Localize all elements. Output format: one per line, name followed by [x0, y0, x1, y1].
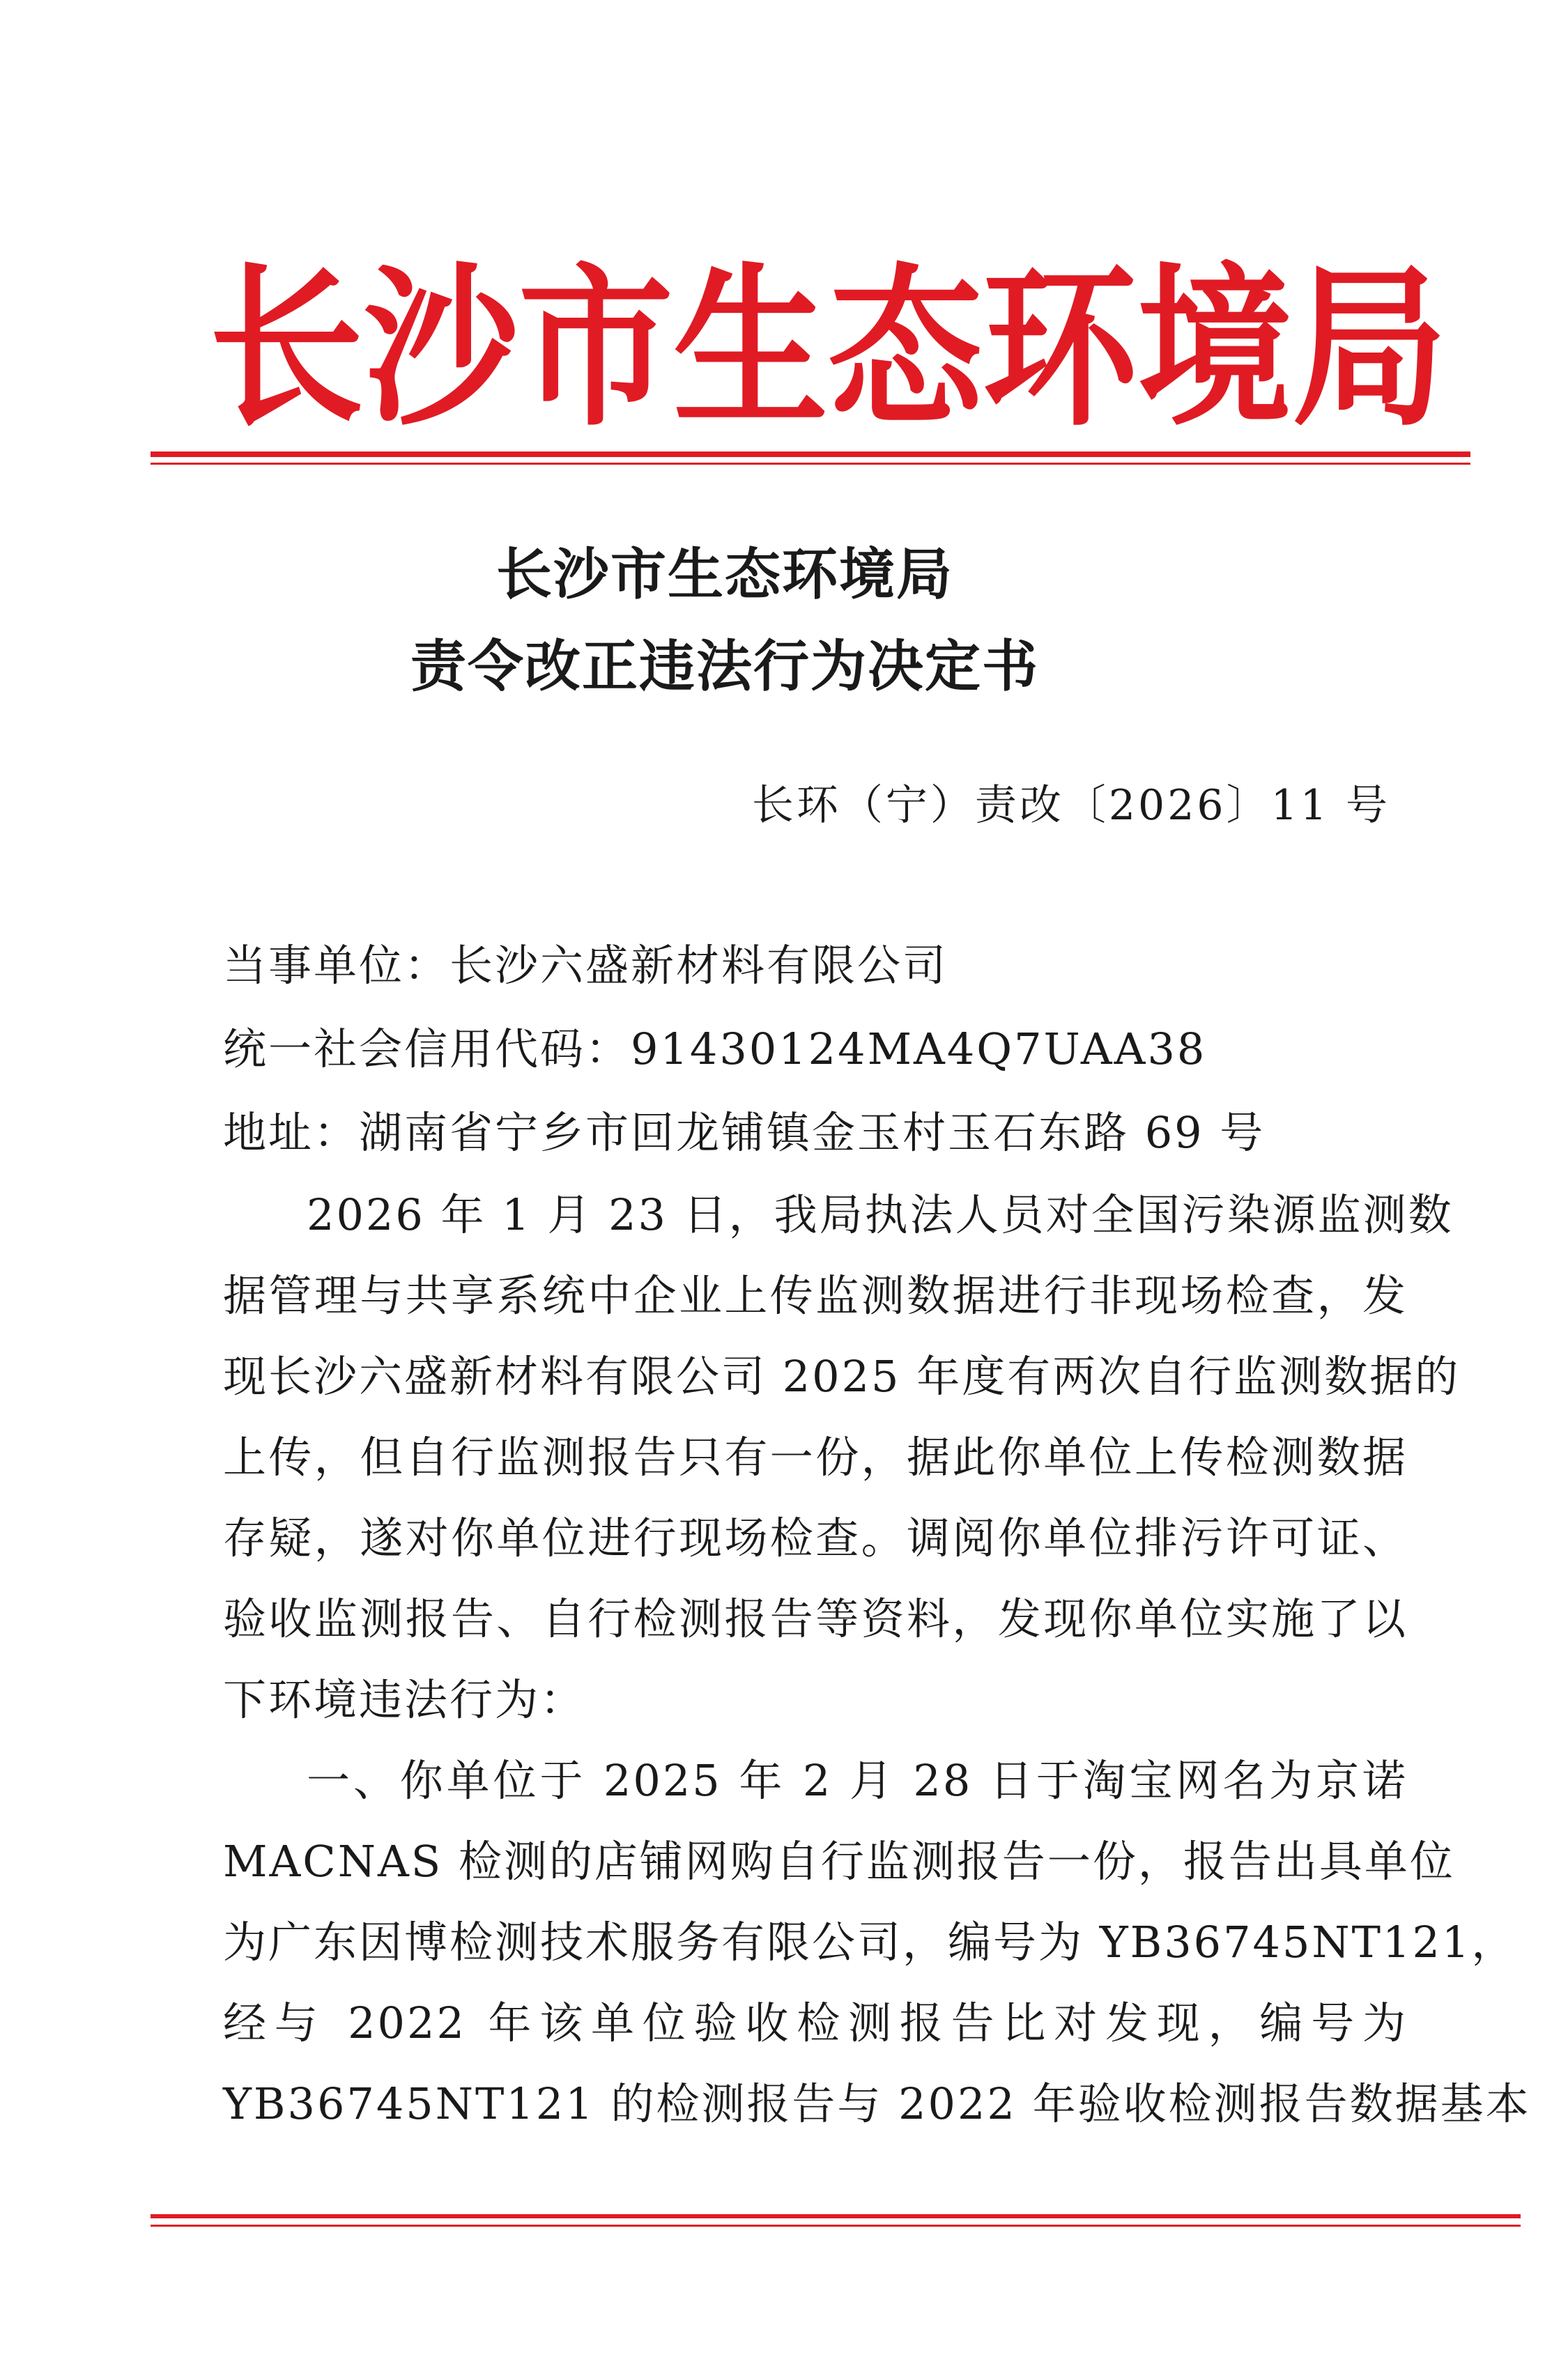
body-paragraph-line: 存疑，遂对你单位进行现场检查。调阅你单位排污许可证、	[223, 1513, 1408, 1563]
masthead-rule-thick	[151, 451, 1470, 457]
body-paragraph-line: 验收监测报告、自行检测报告等资料，发现你单位实施了以	[223, 1593, 1408, 1644]
document-title-line-2: 责令改正违法行为决定书	[410, 633, 1039, 699]
party-unit: 当事单位：长沙六盛新材料有限公司	[223, 940, 948, 991]
body-paragraph-line: MACNAS 检测的店铺网购自行监测报告一份，报告出具单位	[223, 1836, 1455, 1887]
document-number: 长环（宁）责改〔2026〕11 号	[751, 781, 1390, 830]
body-paragraph-line: 据管理与共享系统中企业上传监测数据进行非现场检查，发	[223, 1270, 1408, 1321]
body-paragraph-line: 现长沙六盛新材料有限公司 2025 年度有两次自行监测数据的	[223, 1351, 1461, 1402]
masthead-char: 环	[983, 247, 1137, 450]
body-paragraph-line: 一、你单位于 2025 年 2 月 28 日于淘宝网名为京诺	[307, 1755, 1408, 1806]
body-paragraph-line: 2026 年 1 月 23 日，我局执法人员对全国污染源监测数	[307, 1189, 1454, 1240]
body-paragraph-line: 经与 2022 年该单位验收检测报告比对发现，编号为	[223, 1998, 1408, 2048]
body-paragraph-line: 为广东因博检测技术服务有限公司，编号为 YB36745NT121，	[223, 1917, 1517, 1968]
document-title-line-1: 长沙市生态环境局	[496, 541, 953, 607]
body-paragraph-line: 下环境违法行为：	[223, 1674, 586, 1725]
body-paragraph-line: 上传，但自行监测报告只有一份，据此你单位上传检测数据	[223, 1432, 1408, 1483]
masthead-char: 市	[518, 247, 673, 450]
footer-rule-thick	[151, 2214, 1521, 2218]
footer-rule-thin	[151, 2225, 1521, 2227]
masthead-char: 生	[673, 247, 828, 450]
masthead-char: 局	[1292, 247, 1447, 450]
masthead-char: 沙	[364, 247, 518, 450]
masthead-rule-thin	[151, 463, 1470, 465]
party-address: 地址：湖南省宁乡市回龙铺镇金玉村玉石东路 69 号	[223, 1107, 1266, 1158]
masthead	[209, 247, 1447, 450]
body-paragraph-line: YB36745NT121 的检测报告与 2022 年验收检测报告数据基本	[223, 2078, 1531, 2129]
masthead-char: 长	[209, 247, 364, 450]
party-credit-code: 统一社会信用代码：91430124MA4Q7UAA38	[223, 1023, 1207, 1074]
masthead-char: 境	[1137, 247, 1292, 450]
masthead-char: 态	[828, 247, 983, 450]
